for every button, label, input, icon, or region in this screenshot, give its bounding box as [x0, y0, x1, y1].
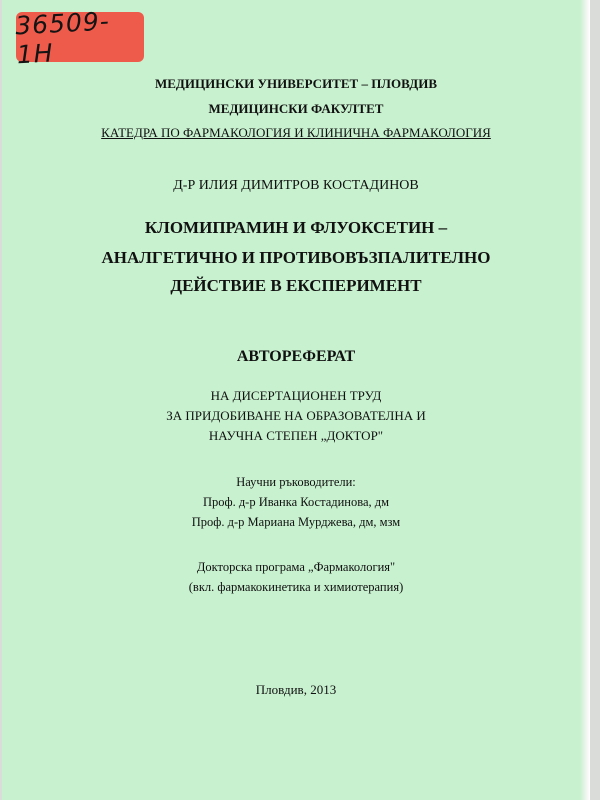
abstract-heading: АВТОРЕФЕРАТ: [236, 348, 356, 365]
title-line-1: КЛОМИПРАМИН И ФЛУОКСЕТИН –: [144, 218, 448, 237]
faculty-name: МЕДИЦИНСКИ ФАКУЛТЕТ: [208, 101, 384, 116]
department-name: КАТЕДРА ПО ФАРМАКОЛОГИЯ И КЛИНИЧНА ФАРМАКОЛОГИЯ: [101, 125, 491, 140]
author-name: Д-Р ИЛИЯ ДИМИТРОВ КОСТАДИНОВ: [173, 178, 419, 193]
stamp-number: 36509-1Н: [14, 6, 111, 70]
program-note: (вкл. фармакокинетика и химиотерапия): [188, 580, 404, 594]
dissertation-line-2: ЗА ПРИДОБИВАНЕ НА ОБРАЗОВАТЕЛНА И: [166, 408, 426, 423]
dissertation-line-3: НАУЧНА СТЕПЕН „ДОКТОР": [208, 428, 384, 443]
title-line-3: ДЕЙСТВИЕ В ЕКСПЕРИМЕНТ: [170, 276, 422, 295]
supervisor-2: Проф. д-р Мариана Мурджева, дм, мзм: [191, 515, 401, 529]
library-stamp: [14, 6, 144, 70]
university-name: МЕДИЦИНСКИ УНИВЕРСИТЕТ – ПЛОВДИВ: [154, 76, 438, 91]
place-and-year: Пловдив, 2013: [255, 682, 337, 697]
doctoral-program: Докторска програма „Фармакология": [196, 560, 396, 574]
supervisors-heading: Научни ръководители:: [236, 475, 356, 489]
supervisor-1: Проф. д-р Иванка Костадинова, дм: [202, 495, 390, 509]
page-edge: [580, 0, 590, 800]
thesis-cover-page: [2, 0, 590, 800]
dissertation-line-1: НА ДИСЕРТАЦИОНЕН ТРУД: [210, 388, 382, 403]
title-line-2: АНАЛГЕТИЧНО И ПРОТИВОВЪЗПАЛИТЕЛНО: [101, 248, 491, 267]
